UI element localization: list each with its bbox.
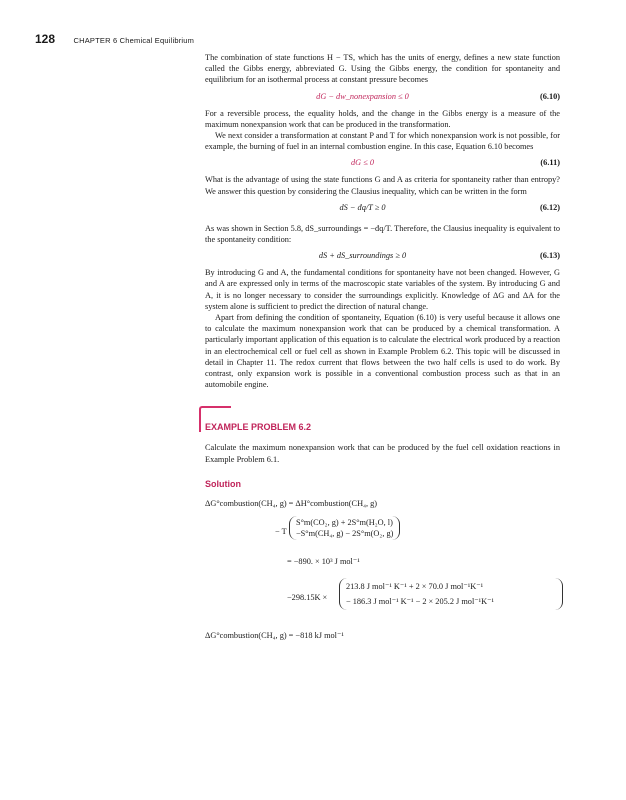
equation-number: (6.11): [540, 158, 560, 168]
chapter-title: CHAPTER 6 Chemical Equilibrium: [73, 36, 195, 45]
solution-math: [205, 498, 560, 648]
paragraph-4: What is the advantage of using the state functions G and A as criteria for spontaneity rather than entropy? We answer this question by considering the Clausius inequality, which can be written in the form: [205, 175, 560, 196]
page-body: [205, 52, 560, 648]
paragraph-3: We next consider a transformation at constant P and T for which nonexpansion work is not possible, for example, the burning of fuel in an internal combustion engine. In this case, Equation 6.10 becomes: [205, 131, 560, 152]
paren-block: S°m(CO₂, g) + 2S°m(H₂O, l) −S°m(CH₄, g) − 2S°m(O₂, g): [289, 516, 400, 540]
example-title: EXAMPLE PROBLEM 6.2: [205, 422, 312, 433]
equation-6-11: [205, 152, 560, 174]
paragraph-7: Apart from defining the condition of spontaneity, Equation (6.10) is very useful because it allows one to calculate the maximum nonexpansion work that can be produced by a chemical transformation. A particularly important application of this equation is to calculate the electrical work produced by a reaction in an electrochemical cell or fuel cell as shown in Example Problem 6.2. This topic will be discussed in detail in Chapter 11. The redox current that flows between the two half cells is used to do work. By contrast, only expansion work is possible in a conventional combustion process such as that in an automobile engine.: [205, 313, 560, 390]
math-line-2: − T S°m(CO₂, g) + 2S°m(H₂O, l) −S°m(CH₄, g) − 2S°m(O₂, g): [275, 516, 560, 550]
paragraph-6: By introducing G and A, the fundamental conditions for spontaneity have not been changed. However, G and A are expressed only in terms of the macroscopic state variables of the system. By introducing G and A, it is no longer necessary to consider the surroundings explicitly. Knowledge of ΔG and ΔA for the system alone is sufficient to predict the direction of natural change.: [205, 268, 560, 311]
equation-formula: dG ≤ 0: [351, 158, 374, 168]
equation-number: (6.12): [539, 202, 560, 212]
equation-formula: dG − dw_nonexpansion ≤ 0: [316, 91, 409, 101]
paren-block-2: 213.8 J mol⁻¹ K⁻¹ + 2 × 70.0 J mol⁻¹K⁻¹ − 186.3 J mol⁻¹ K⁻¹ − 2 × 205.2 J mol⁻¹K⁻¹: [339, 578, 563, 610]
paragraph-2: For a reversible process, the equality holds, and the change in the Gibbs energy is a measure of the maximum nonexpansion work that can be produced in the transformation.: [205, 108, 560, 129]
math-line-1: ΔG°combustion(CH₄, g) = ΔH°combustion(CH₄, g): [205, 499, 378, 509]
example-problem: Calculate the maximum nonexpansion work that can be produced by the fuel cell oxidation reactions in Example Problem 6.1.: [205, 443, 560, 464]
math-line-3: = −890. × 10³ J mol⁻¹: [287, 557, 360, 567]
equation-number: (6.10): [539, 91, 560, 101]
equation-formula: dS + dS_surroundings ≥ 0: [318, 251, 407, 261]
paragraph-1: The combination of state functions H − TS, which has the units of energy, defines a new state function called the Gibbs energy, abbreviated G. Using the Gibbs energy, the condition for spontaneity and equilibrium for an isothermal process at constant pressure becomes: [205, 53, 560, 85]
page-number: 128: [35, 32, 56, 46]
equation-6-13: [205, 245, 560, 267]
equation-number: (6.13): [539, 251, 560, 261]
paragraph-5: As was shown in Section 5.8, dS_surroundings = −đq/T. Therefore, the Clausius inequality is equivalent to the spontaneity condition:: [205, 223, 560, 245]
solution-label: Solution: [205, 478, 241, 489]
equation-formula: dS − đq/T ≥ 0: [339, 202, 386, 212]
math-line-4: −298.15K × 213.8 J mol⁻¹ K⁻¹ + 2 × 70.0 J mol⁻¹K⁻¹ − 186.3 J mol⁻¹ K⁻¹ − 2 × 205.2 J mol⁻¹K⁻¹: [287, 578, 560, 620]
page-header: [35, 30, 194, 48]
equation-6-12: [205, 197, 560, 223]
equation-6-10: [205, 86, 560, 108]
example-header: [205, 416, 560, 436]
math-line-5: ΔG°combustion(CH₄, g) = −818 kJ mol⁻¹: [205, 631, 344, 641]
